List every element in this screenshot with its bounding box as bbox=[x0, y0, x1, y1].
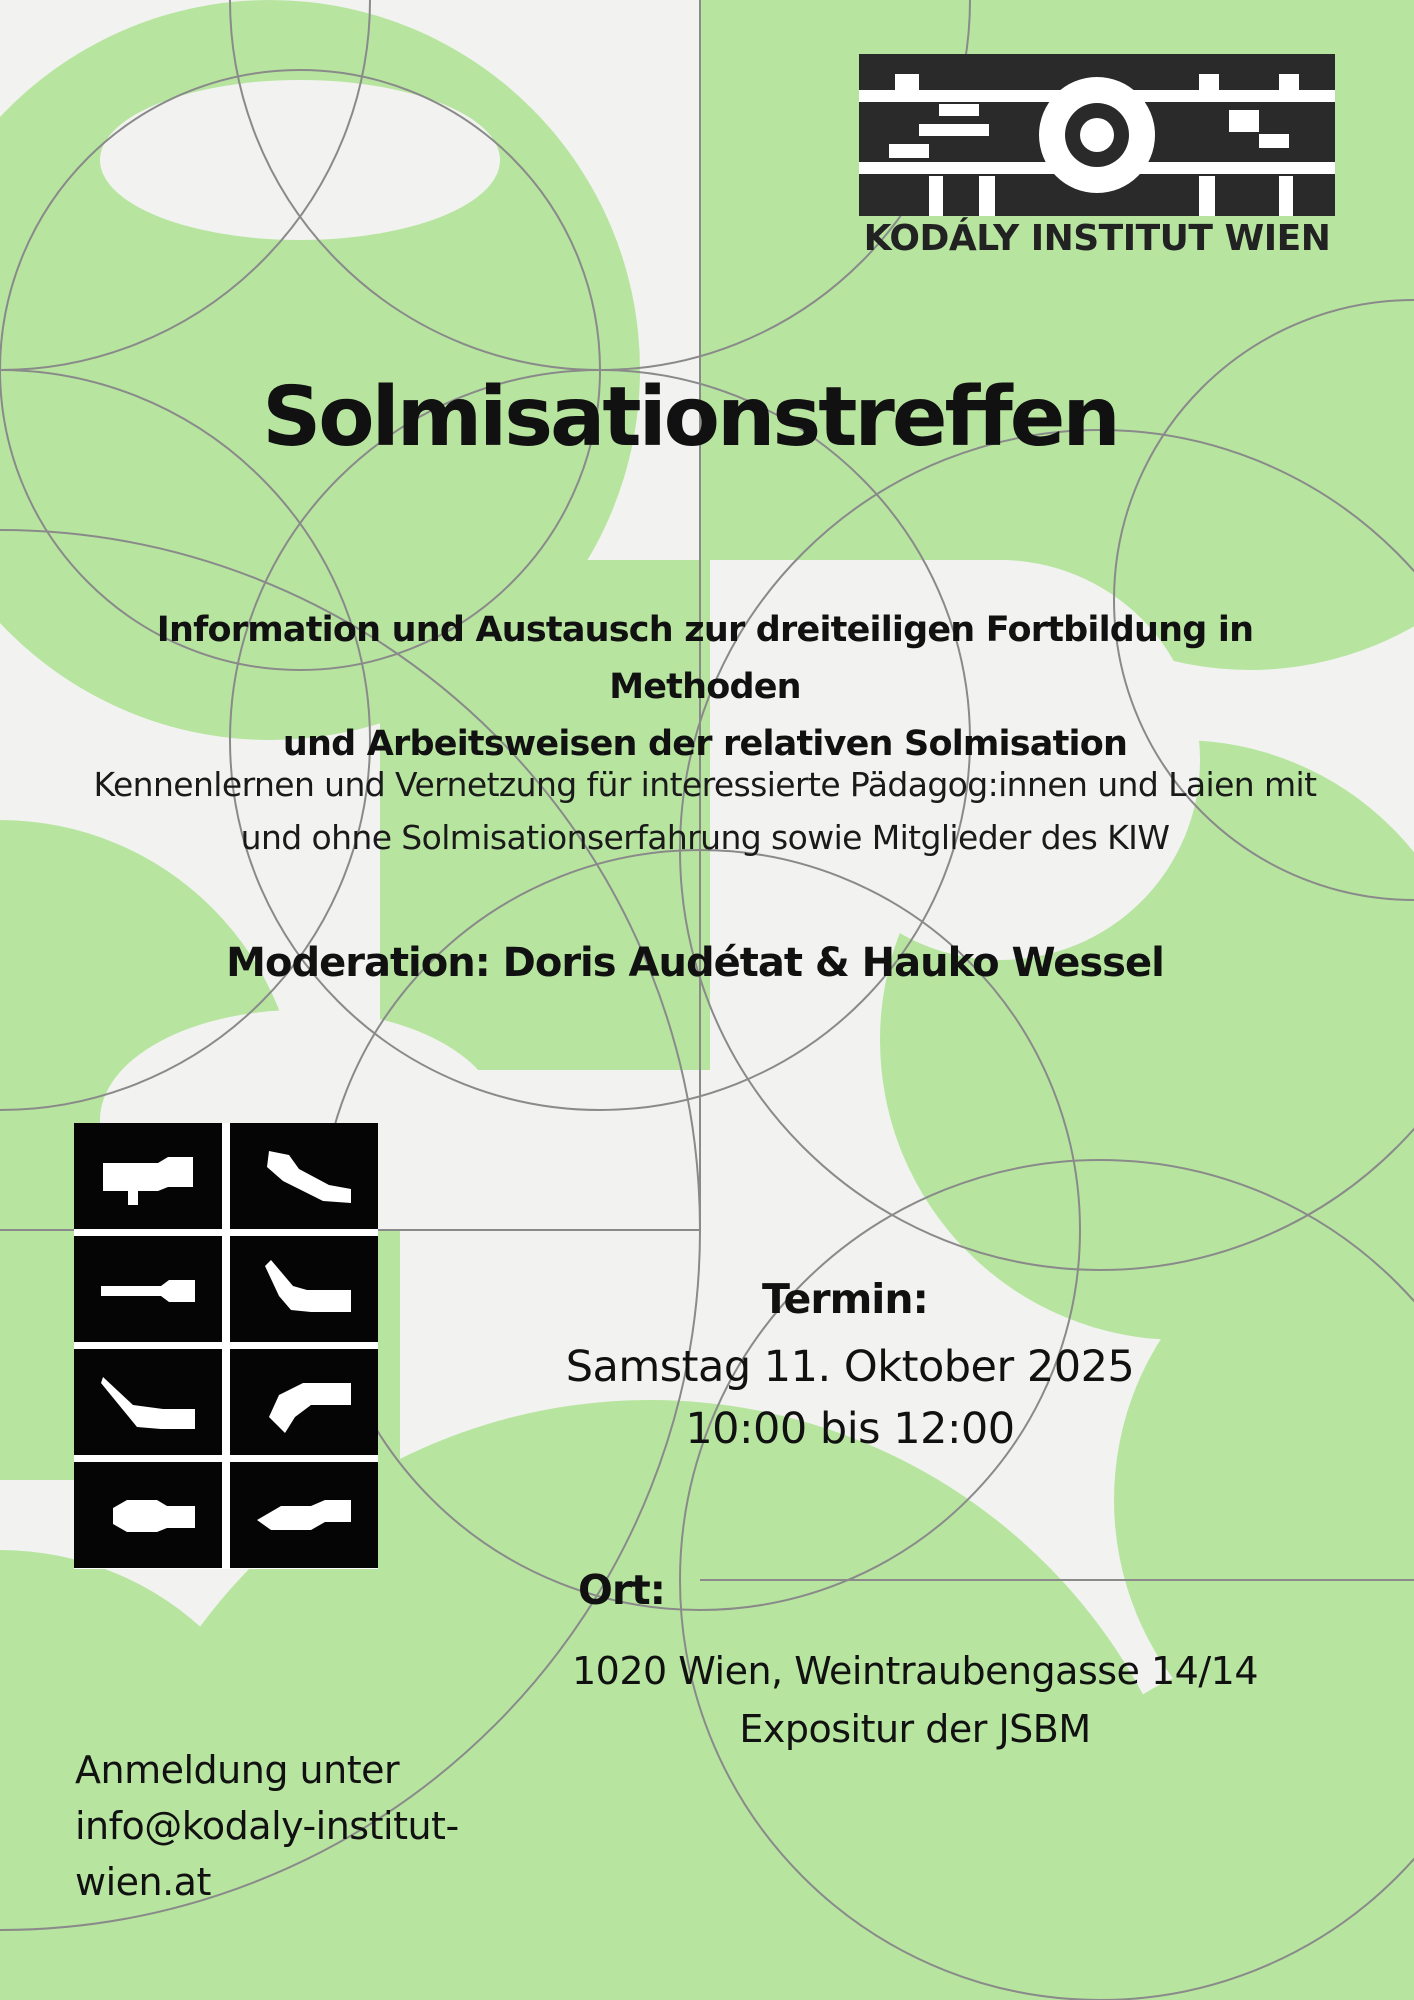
moderation-text: Moderation: Doris Audétat & Hauko Wessel bbox=[226, 940, 1164, 986]
hand-sign-re-icon bbox=[230, 1123, 378, 1229]
hand-sign-mi-icon bbox=[74, 1236, 222, 1342]
page-title: Solmisationstreffen bbox=[262, 370, 1118, 465]
ort-venue: Expositur der JSBM bbox=[739, 1707, 1091, 1751]
termin-date: Samstag 11. Oktober 2025 bbox=[565, 1342, 1135, 1392]
termin-details bbox=[530, 1336, 1170, 1460]
logo-text: KODÁLY INSTITUT WIEN bbox=[863, 218, 1331, 259]
kodaly-institut-emblem-icon bbox=[859, 54, 1335, 216]
ort-details bbox=[560, 1642, 1270, 1758]
hand-sign-ti-icon bbox=[74, 1462, 222, 1568]
registration-email-part-1[interactable]: info@kodaly-institut- bbox=[75, 1804, 459, 1848]
subtitle-line-1: Information und Austausch zur dreiteiligen Fortbildung in Methoden bbox=[156, 610, 1254, 707]
hand-sign-fa-icon bbox=[230, 1236, 378, 1342]
hand-sign-so-icon bbox=[74, 1349, 222, 1455]
institute-logo bbox=[859, 54, 1335, 260]
registration-line-1: Anmeldung unter bbox=[75, 1748, 400, 1792]
hand-sign-la-icon bbox=[230, 1349, 378, 1455]
intro-line-1: Kennenlernen und Vernetzung für interessierte Pädagog:innen und Laien mit bbox=[93, 765, 1317, 804]
subtitle-line-2: und Arbeitsweisen der relativen Solmisation bbox=[282, 724, 1128, 764]
subtitle bbox=[70, 602, 1340, 773]
termin-label: Termin: bbox=[762, 1275, 928, 1323]
intro-text bbox=[60, 758, 1350, 864]
ort-label: Ort: bbox=[578, 1566, 666, 1614]
hand-sign-do-icon bbox=[74, 1123, 222, 1229]
hand-sign-do-high-icon bbox=[230, 1462, 378, 1568]
hand-signs-grid bbox=[74, 1123, 378, 1569]
ort-address: 1020 Wien, Weintraubengasse 14/14 bbox=[571, 1649, 1259, 1693]
registration-email-part-2[interactable]: wien.at bbox=[75, 1860, 211, 1904]
termin-time: 10:00 bis 12:00 bbox=[685, 1404, 1015, 1454]
registration-info bbox=[75, 1742, 475, 1910]
intro-line-2: und ohne Solmisationserfahrung sowie Mitglieder des KIW bbox=[240, 818, 1170, 857]
